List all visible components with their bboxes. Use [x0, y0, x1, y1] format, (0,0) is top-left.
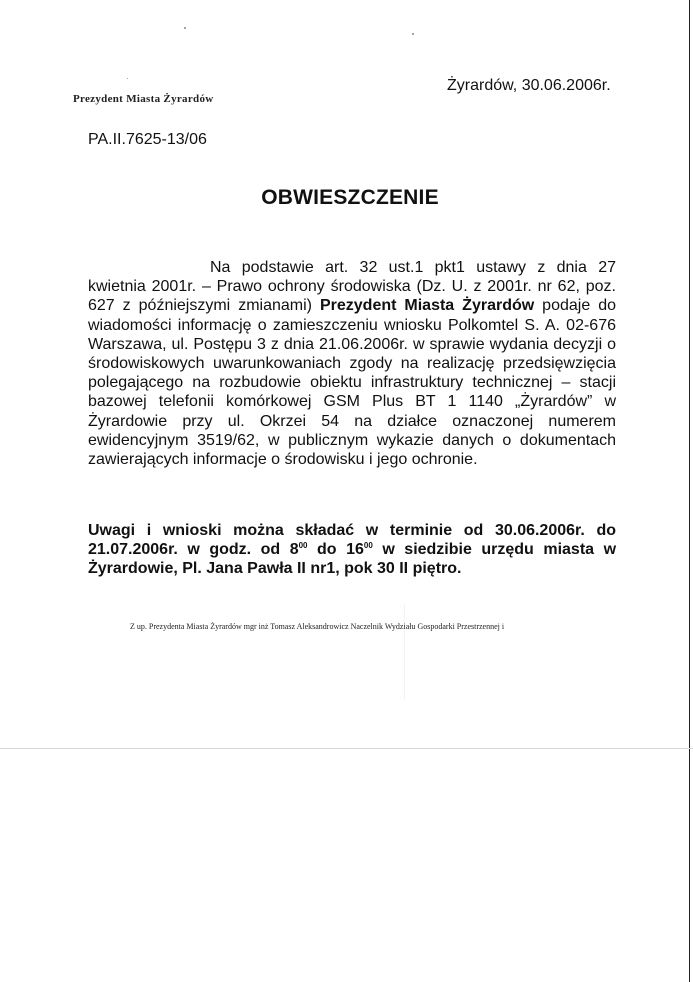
scan-speck: [127, 78, 128, 79]
comments-notice: [88, 521, 616, 578]
scan-speck: [184, 27, 186, 29]
scan-speck: [412, 33, 414, 35]
signature-line: Z up. Prezydenta Miasta Żyrardów mgr inż Tomasz Aleksandrowicz Naczelnik Wydziału Gospodarki Przestrzennej i: [130, 622, 505, 631]
notice-part-3: w siedzibie urzędu miasta w Żyrardowie, Pl. Jana Pawła II nr1, pok 30 II piętro.: [88, 541, 617, 577]
scan-edge-right: [689, 0, 690, 982]
signature-area: [404, 604, 675, 700]
document-title: OBWIESZCZENIE: [261, 186, 439, 209]
notice-superscript-2: 00: [363, 541, 373, 550]
announcement-paragraph: [88, 258, 616, 469]
notice-superscript-1: 00: [298, 541, 308, 550]
issuer-header: Prezydent Miasta Żyrardów: [73, 93, 214, 105]
scan-edge-bottom: [0, 748, 693, 749]
announcement-body: [88, 258, 616, 469]
body-authority: Prezydent Miasta Żyrardów: [319, 297, 535, 315]
comments-notice-paragraph: [88, 521, 616, 578]
case-number: PA.II.7625-13/06: [88, 131, 207, 148]
place-and-date: Żyrardów, 30.06.2006r.: [447, 77, 611, 94]
body-intro: Na podstawie art. 32 ust.1 pkt1 ustawy z dnia 27 kwietnia 2001r. – Prawo ochrony środowiska (Dz. U. z 2001r. nr 62, poz. 627 z późniejszymi zmianami): [88, 259, 616, 315]
notice-part-2: do 16: [307, 541, 364, 558]
body-rest: podaje do wiadomości informację o zamieszczeniu wniosku Polkomtel S. A. 02-676 Warszawa, ul. Postępu 3 z dnia 21.06.2006r. w sprawie wydania decyzji o środowiskowych uwarunkowaniach zgody na realizację przedsięwzięcia polegającego na rozbudowie obiektu infrastruktury technicznej – stacji bazowej telefonii komórkowej GSM Plus BT 1 1140 „Żyrardów” w Żyrardowie przy ul. Okrzei 54 na działce oznaczonej numerem ewidencyjnym 3519/62, w publicznym wykazie danych o dokumentach zawierających informacje o środowisku i jego ochronie.: [88, 297, 616, 469]
notice-part-1: Uwagi i wnioski można składać w terminie od 30.06.2006r. do 21.07.2006r. w godz. od 8: [88, 522, 616, 558]
